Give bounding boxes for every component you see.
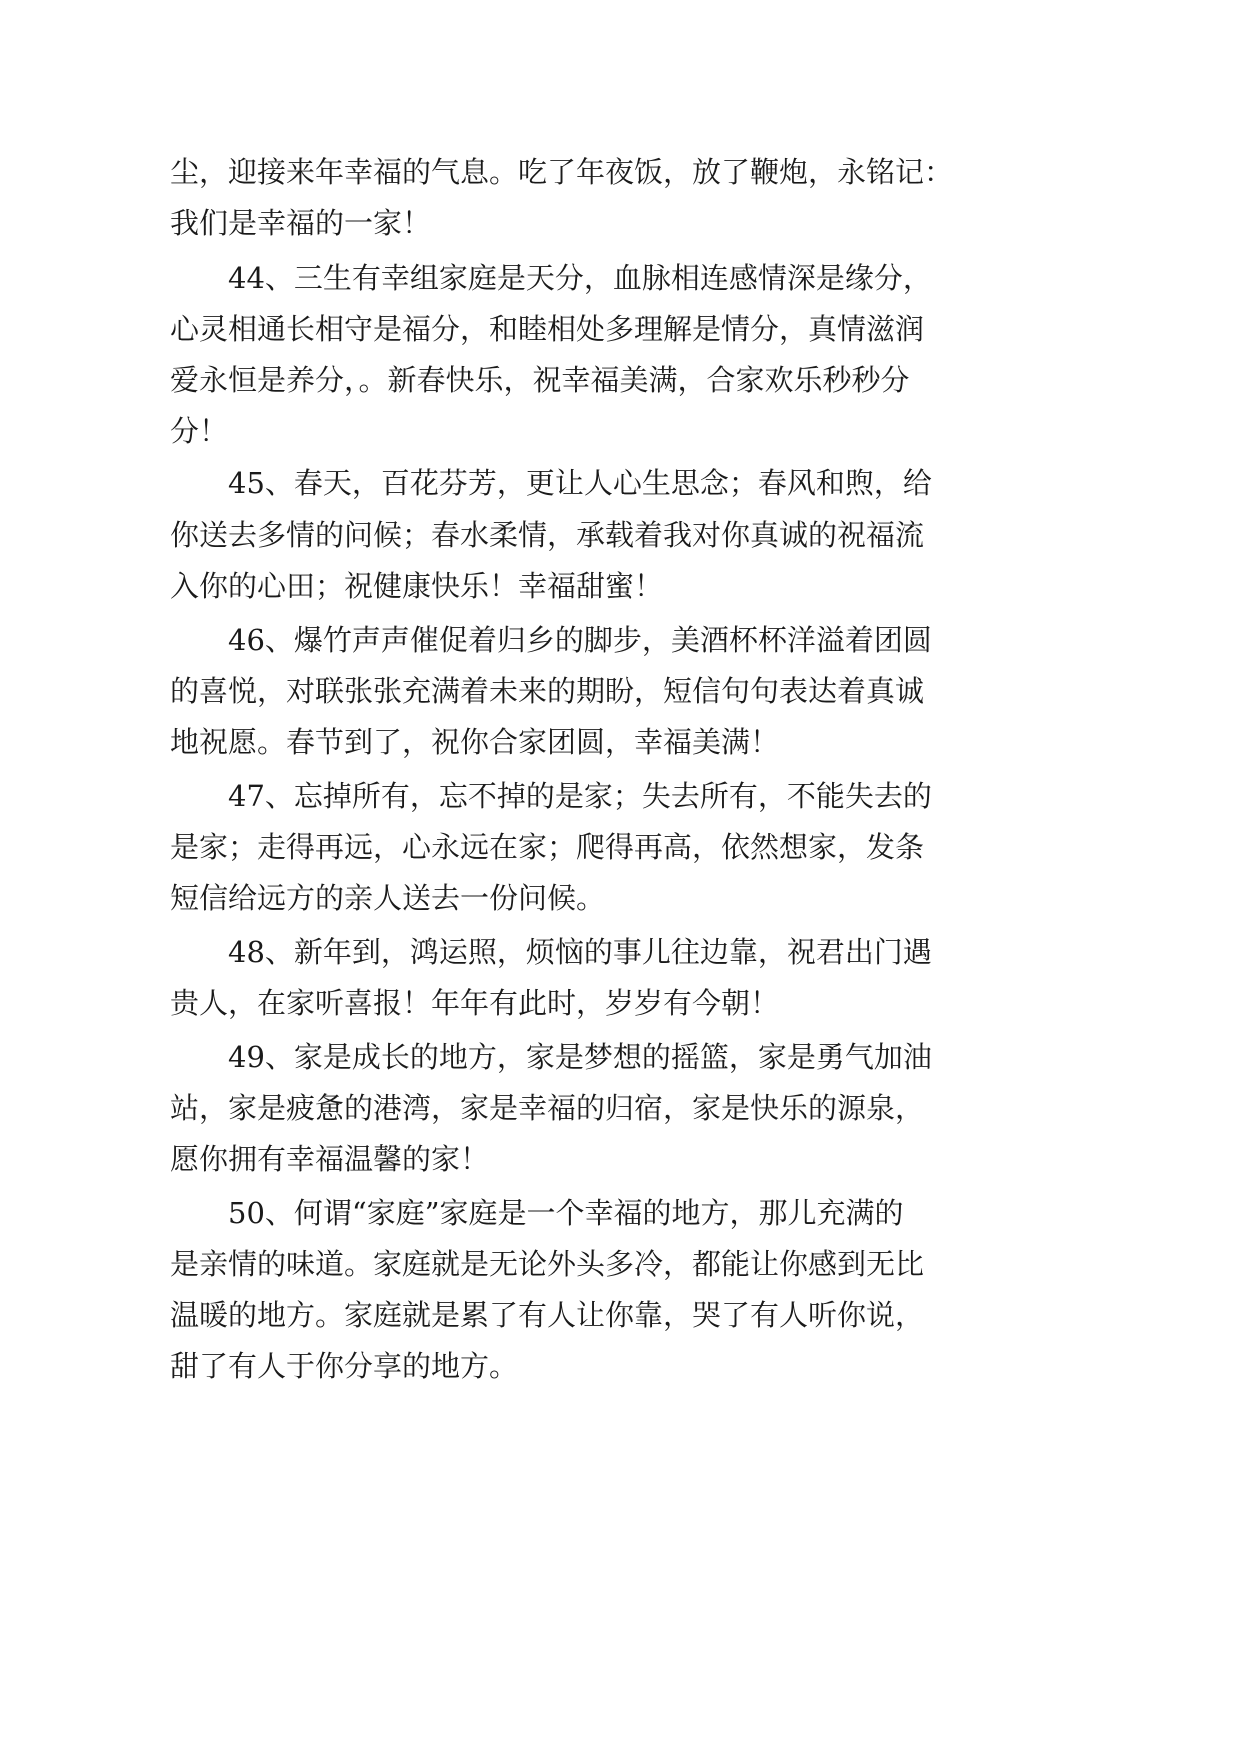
line-text: 心灵相通长相守是福分，和睦相处多理解是情分，真情滋润 xyxy=(170,312,925,346)
line-text: 是亲情的味道。家庭就是无论外头多冷，都能让你感到无比 xyxy=(170,1247,925,1281)
line-text: 是家；走得再远，心永远在家；爬得再高，依然想家，发条 xyxy=(170,830,925,864)
line-text: 分！ xyxy=(170,414,229,448)
line-text: 50、何谓“家庭”家庭是一个幸福的地方，那儿充满的 xyxy=(228,1196,904,1230)
line-text: 尘，迎接来年幸福的气息。吃了年夜饭，放了鞭炮，永铭记： xyxy=(170,155,954,189)
line-text: 温暖的地方。家庭就是累了有人让你靠，哭了有人听你说， xyxy=(170,1298,925,1332)
line-text: 站，家是疲惫的港湾，家是幸福的归宿，家是快乐的源泉， xyxy=(170,1091,925,1125)
line-text: 我们是幸福的一家！ xyxy=(170,206,432,240)
line-text: 甜了有人于你分享的地方。 xyxy=(170,1349,519,1383)
line-text: 你送去多情的问候；春水柔情，承载着我对你真诚的祝福流 xyxy=(170,518,925,552)
line-text: 贵人，在家听喜报！年年有此时，岁岁有今朝！ xyxy=(170,986,780,1020)
line-text: 48、新年到，鸿运照，烦恼的事儿往边靠，祝君出门遇 xyxy=(228,935,932,969)
line-text: 47、忘掉所有，忘不掉的是家；失去所有，不能失去的 xyxy=(228,779,932,813)
line-text: 的喜悦，对联张张充满着未来的期盼，短信句句表达着真诚 xyxy=(170,674,925,708)
line-text: 短信给远方的亲人送去一份问候。 xyxy=(170,881,606,915)
line-text: 愿你拥有幸福温馨的家！ xyxy=(170,1142,490,1176)
line-text: 爱永恒是养分，。新春快乐，祝幸福美满，合家欢乐秒秒分 xyxy=(170,363,910,397)
line-text: 45、春天，百花芬芳，更让人心生思念；春风和煦，给 xyxy=(228,466,932,500)
line-text: 地祝愿。春节到了，祝你合家团圆，幸福美满！ xyxy=(170,725,780,759)
line-text: 46、爆竹声声催促着归乡的脚步，美酒杯杯洋溢着团圆 xyxy=(228,623,932,657)
line-text: 49、家是成长的地方，家是梦想的摇篮，家是勇气加油 xyxy=(228,1040,932,1074)
line-text: 入你的心田；祝健康快乐！幸福甜蜜！ xyxy=(170,569,664,603)
line-text: 44、三生有幸组家庭是天分，血脉相连感情深是缘分， xyxy=(228,261,932,295)
